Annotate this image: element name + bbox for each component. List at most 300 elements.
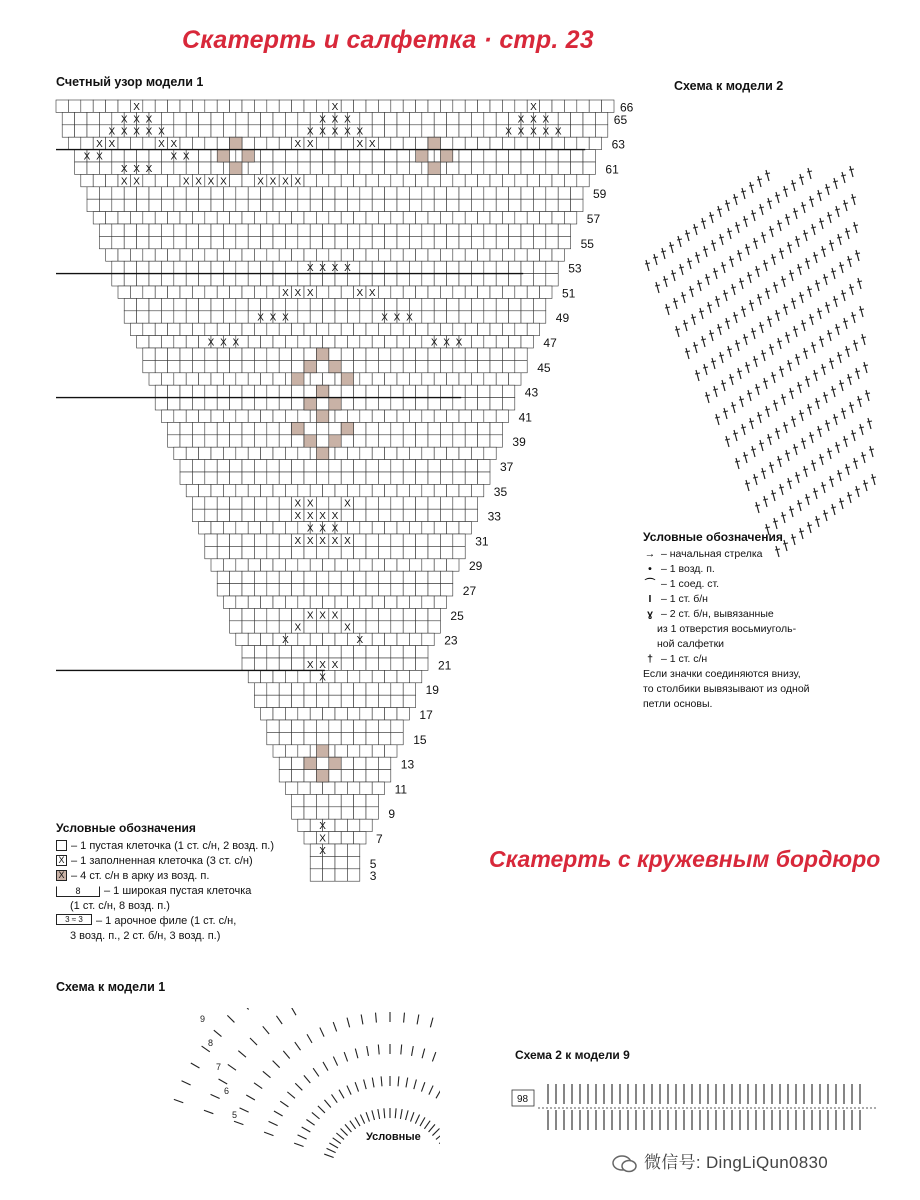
grid-cell xyxy=(372,596,384,608)
grid-cell xyxy=(186,125,198,137)
grid-cell xyxy=(254,621,266,633)
grid-cell xyxy=(347,311,359,323)
grid-cell xyxy=(236,311,248,323)
grid-cell xyxy=(372,112,384,124)
grid-cell xyxy=(217,509,229,521)
grid-cell xyxy=(261,187,273,199)
grid-cell xyxy=(434,410,446,422)
grid-cell xyxy=(223,224,235,236)
stitch-mark xyxy=(429,1086,433,1095)
grid-cell xyxy=(180,249,192,261)
stitch-mark xyxy=(800,410,803,421)
grid-cell xyxy=(428,621,440,633)
grid-cell xyxy=(397,410,409,422)
grid-cell xyxy=(385,447,397,459)
grid-cell xyxy=(354,385,366,397)
stitch-mark xyxy=(796,472,799,483)
grid-cell xyxy=(533,261,545,273)
row-number: 23 xyxy=(444,633,458,648)
stitch-bar xyxy=(681,295,686,296)
grid-cell xyxy=(502,385,514,397)
grid-cell xyxy=(496,162,508,174)
legend2-note: Если значки соединяются внизу, xyxy=(643,668,801,680)
stitch-bar xyxy=(817,311,822,312)
grid-cell xyxy=(484,236,496,248)
stitch-mark xyxy=(662,248,665,259)
grid-cell xyxy=(285,522,297,534)
grid-cell xyxy=(230,534,242,546)
grid-cell xyxy=(304,323,316,335)
grid-cell xyxy=(230,398,242,410)
grid-cell xyxy=(478,249,490,261)
grid-cell xyxy=(372,559,384,571)
stitch-bar xyxy=(763,381,768,382)
grid-cell xyxy=(236,522,248,534)
grid-cell xyxy=(130,249,142,261)
grid-cell xyxy=(409,336,421,348)
x-mark: X xyxy=(207,176,215,188)
grid-cell xyxy=(428,534,440,546)
x-mark: X xyxy=(331,114,339,126)
grid-cell xyxy=(298,236,310,248)
grid-cell xyxy=(223,187,235,199)
grid-cell xyxy=(397,298,409,310)
grid-cell xyxy=(304,720,316,732)
grid-cell xyxy=(298,596,310,608)
stitch-bar xyxy=(863,483,868,484)
grid-cell xyxy=(304,212,316,224)
grid-cell xyxy=(391,348,403,360)
grid-cell xyxy=(230,509,242,521)
grid-cell xyxy=(496,199,508,211)
stitch-bar xyxy=(851,197,856,198)
stitch-mark xyxy=(415,1115,419,1124)
shaded-cell xyxy=(329,435,341,447)
stitch-mark xyxy=(726,200,729,211)
grid-cell xyxy=(217,546,229,558)
grid-cell xyxy=(161,336,173,348)
stitch-mark xyxy=(832,504,835,515)
shaded-cell xyxy=(304,757,316,769)
stitch-mark xyxy=(788,242,791,253)
grid-cell xyxy=(447,187,459,199)
stitch-mark xyxy=(734,312,737,323)
grid-cell xyxy=(335,559,347,571)
grid-cell xyxy=(459,199,471,211)
grid-cell xyxy=(471,187,483,199)
grid-cell xyxy=(521,162,533,174)
row-number: 7 xyxy=(376,832,383,846)
x-mark: X xyxy=(257,312,264,324)
row-number: 63 xyxy=(611,137,625,152)
stitch-mark xyxy=(323,1062,328,1071)
grid-cell xyxy=(354,460,366,472)
grid-cell xyxy=(205,497,217,509)
grid-cell xyxy=(354,794,366,806)
grid-cell xyxy=(366,794,378,806)
grid-cell xyxy=(236,261,248,273)
stitch-mark xyxy=(728,346,731,357)
grid-cell xyxy=(292,212,304,224)
stitch-bar xyxy=(693,227,698,228)
grid-cell xyxy=(242,422,254,434)
scheme2-stitches xyxy=(645,166,876,557)
legend1-item-filled xyxy=(56,854,274,869)
grid-cell xyxy=(428,174,440,186)
stitch-mark xyxy=(710,330,713,341)
grid-cell xyxy=(453,100,465,112)
grid-cell xyxy=(509,311,521,323)
grid-cell xyxy=(230,608,242,620)
grid-cell xyxy=(329,546,341,558)
stitch-bar xyxy=(793,329,798,330)
grid-cell xyxy=(149,373,161,385)
grid-cell xyxy=(199,447,211,459)
grid-cell xyxy=(217,460,229,472)
stitch-mark xyxy=(854,340,857,351)
row-number: 65 xyxy=(613,112,628,127)
stitch-bar xyxy=(839,383,844,384)
grid-cell xyxy=(385,708,397,720)
grid-cell xyxy=(533,187,545,199)
grid-cell xyxy=(496,224,508,236)
grid-cell xyxy=(490,100,502,112)
shaded-cell xyxy=(316,770,328,782)
grid-cell xyxy=(341,770,353,782)
grid-cell xyxy=(360,199,372,211)
stitch-mark xyxy=(752,328,755,339)
grid-cell xyxy=(440,546,452,558)
grid-cell xyxy=(267,212,279,224)
stitch-bar xyxy=(653,257,658,258)
stitch-mark xyxy=(782,512,785,523)
stitch-mark xyxy=(722,262,725,273)
grid-cell xyxy=(354,757,366,769)
stitch-mark xyxy=(766,288,769,299)
grid-cell xyxy=(192,100,204,112)
grid-cell xyxy=(316,683,328,695)
grid-cell xyxy=(230,571,242,583)
stitch-bar xyxy=(729,377,734,378)
grid-cell xyxy=(168,348,180,360)
grid-cell xyxy=(329,249,341,261)
grid-cell xyxy=(279,137,291,149)
stitch-mark xyxy=(804,466,807,477)
grid-cell xyxy=(459,484,471,496)
grid-cell xyxy=(211,559,223,571)
grid-cell xyxy=(354,584,366,596)
stitch-mark xyxy=(678,236,681,247)
stitch-mark xyxy=(313,1068,319,1076)
legend2-item xyxy=(643,547,843,562)
stitch-bar xyxy=(823,513,828,514)
grid-cell xyxy=(447,373,459,385)
stitch-bar xyxy=(735,225,740,226)
stitch-mark xyxy=(772,490,775,501)
grid-cell xyxy=(254,323,266,335)
grid-cell xyxy=(397,261,409,273)
grid-cell xyxy=(366,360,378,372)
shaded-cell xyxy=(316,348,328,360)
grid-cell xyxy=(186,187,198,199)
grid-cell xyxy=(168,422,180,434)
grid-cell xyxy=(310,484,322,496)
x-mark: X xyxy=(96,151,103,163)
grid-cell xyxy=(87,162,99,174)
grid-cell xyxy=(490,422,502,434)
grid-cell xyxy=(434,112,446,124)
grid-cell xyxy=(366,509,378,521)
stitch-mark xyxy=(355,1117,360,1126)
stitch-bar xyxy=(759,443,764,444)
grid-cell xyxy=(564,174,576,186)
grid-cell xyxy=(558,162,570,174)
grid-cell xyxy=(230,546,242,558)
stitch-bar xyxy=(719,355,724,356)
grid-cell xyxy=(230,435,242,447)
stitch-mark xyxy=(832,268,835,279)
stitch-mark xyxy=(762,468,765,479)
grid-cell xyxy=(304,385,316,397)
grid-cell xyxy=(335,224,347,236)
stitch-bar xyxy=(763,263,768,264)
x-mark: X xyxy=(294,176,302,188)
stitch-mark xyxy=(294,1143,303,1146)
grid-cell xyxy=(149,236,161,248)
grid-cell xyxy=(93,100,105,112)
grid-cell xyxy=(440,249,452,261)
x-mark: X xyxy=(306,263,314,275)
grid-cell xyxy=(478,472,490,484)
stitch-bar xyxy=(757,297,762,298)
legend1-item-arch xyxy=(56,914,274,929)
stitch-mark xyxy=(844,436,847,447)
grid-cell xyxy=(298,112,310,124)
stitch-mark xyxy=(320,1028,324,1037)
stitch-mark xyxy=(858,396,861,407)
grid-cell xyxy=(279,571,291,583)
grid-cell xyxy=(372,224,384,236)
stitch-mark xyxy=(786,332,789,343)
grid-cell xyxy=(285,199,297,211)
grid-cell xyxy=(347,819,359,831)
grid-cell xyxy=(242,571,254,583)
x-mark: X xyxy=(344,114,351,126)
grid-cell xyxy=(230,497,242,509)
stitch-mark xyxy=(844,318,847,329)
grid-cell xyxy=(360,236,372,248)
stitch-mark xyxy=(818,426,821,437)
stitch-bar xyxy=(695,255,700,256)
stitch-bar xyxy=(761,471,766,472)
stitch-mark xyxy=(796,236,799,247)
grid-cell xyxy=(347,559,359,571)
grid-cell xyxy=(68,100,80,112)
stitch-mark xyxy=(398,1076,399,1086)
grid-cell xyxy=(304,807,316,819)
stitch-mark xyxy=(329,1143,338,1148)
stitch-mark xyxy=(820,336,823,347)
stitch-bar xyxy=(727,349,732,350)
grid-cell xyxy=(409,596,421,608)
grid-cell xyxy=(273,261,285,273)
grid-cell xyxy=(261,125,273,137)
legend1-item-empty xyxy=(56,839,274,854)
grid-cell xyxy=(372,199,384,211)
grid-cell xyxy=(416,422,428,434)
grid-cell xyxy=(316,323,328,335)
grid-cell xyxy=(267,422,279,434)
stitch-mark xyxy=(838,234,841,245)
grid-cell xyxy=(391,286,403,298)
grid-cell xyxy=(533,150,545,162)
grid-cell xyxy=(440,286,452,298)
grid-cell xyxy=(254,534,266,546)
grid-cell xyxy=(242,398,254,410)
row-number: 66 xyxy=(620,100,634,115)
grid-cell xyxy=(502,348,514,360)
grid-cell xyxy=(428,286,440,298)
grid-cell xyxy=(391,732,403,744)
grid-cell xyxy=(341,249,353,261)
grid-cell xyxy=(434,311,446,323)
x-mark: X xyxy=(306,511,314,523)
stitch-mark xyxy=(814,252,817,263)
stitch-mark xyxy=(834,296,837,307)
grid-cell xyxy=(285,336,297,348)
grid-cell xyxy=(143,360,155,372)
grid-cell xyxy=(453,460,465,472)
grid-cell xyxy=(397,559,409,571)
stitch-mark xyxy=(840,262,843,273)
grid-cell xyxy=(403,621,415,633)
grid-cell xyxy=(329,794,341,806)
grid-cell xyxy=(161,112,173,124)
stitch-mark xyxy=(726,318,729,329)
grid-cell xyxy=(137,187,149,199)
grid-cell xyxy=(316,212,328,224)
grid-cell xyxy=(298,633,310,645)
stitch-mark xyxy=(295,1042,301,1050)
stitch-bar xyxy=(785,453,790,454)
grid-cell xyxy=(403,658,415,670)
x-mark: X xyxy=(207,337,215,349)
grid-cell xyxy=(341,472,353,484)
grid-cell xyxy=(248,199,260,211)
grid-cell xyxy=(137,274,149,286)
grid-cell xyxy=(484,224,496,236)
grid-cell xyxy=(416,571,428,583)
grid-cell xyxy=(397,670,409,682)
grid-cell xyxy=(453,497,465,509)
grid-cell xyxy=(484,274,496,286)
x-mark: X xyxy=(319,833,326,845)
grid-cell xyxy=(397,484,409,496)
grid-cell xyxy=(267,732,279,744)
stitch-bar xyxy=(693,345,698,346)
stitch-mark xyxy=(844,200,847,211)
x-mark: X xyxy=(517,126,525,138)
stitch-bar xyxy=(783,307,788,308)
stitch-mark xyxy=(742,424,745,435)
grid-cell xyxy=(192,497,204,509)
grid-cell xyxy=(527,212,539,224)
grid-cell xyxy=(440,174,452,186)
shaded-cell xyxy=(316,745,328,757)
stitch-mark xyxy=(228,1064,236,1070)
stitch-mark xyxy=(806,376,809,387)
grid-cell xyxy=(267,323,279,335)
grid-cell xyxy=(354,646,366,658)
grid-cell xyxy=(347,484,359,496)
stitch-mark xyxy=(744,216,747,227)
stitch-bar xyxy=(713,389,718,390)
grid-cell xyxy=(391,658,403,670)
stitch-mark xyxy=(746,244,749,255)
stitch-bar xyxy=(787,481,792,482)
grid-cell xyxy=(192,137,204,149)
grid-cell xyxy=(248,336,260,348)
stitch-mark xyxy=(714,268,717,279)
stitch-bar xyxy=(703,249,708,250)
grid-cell xyxy=(254,460,266,472)
grid-cell xyxy=(509,150,521,162)
grid-cell xyxy=(292,348,304,360)
grid-cell xyxy=(248,596,260,608)
grid-cell xyxy=(273,522,285,534)
grid-cell xyxy=(533,298,545,310)
grid-cell xyxy=(112,236,124,248)
grid-cell xyxy=(428,546,440,558)
stitch-mark xyxy=(706,392,709,403)
stitch-bar xyxy=(725,321,730,322)
grid-cell xyxy=(465,100,477,112)
stitch-bar xyxy=(745,247,750,248)
grid-cell xyxy=(378,732,390,744)
stitch-mark xyxy=(690,286,693,297)
grid-cell xyxy=(192,286,204,298)
x-mark: X xyxy=(120,114,128,126)
stitch-mark xyxy=(238,1051,246,1057)
grid-cell xyxy=(571,162,583,174)
grid-cell xyxy=(360,782,372,794)
grid-cell xyxy=(509,236,521,248)
grid-cell xyxy=(360,311,372,323)
grid-cell xyxy=(192,422,204,434)
stitch-bar xyxy=(771,375,776,376)
grid-cell xyxy=(180,212,192,224)
grid-cell xyxy=(391,695,403,707)
grid-cell xyxy=(416,100,428,112)
grid-cell xyxy=(416,398,428,410)
grid-cell xyxy=(261,150,273,162)
stitch-mark xyxy=(412,1046,414,1056)
grid-cell xyxy=(267,249,279,261)
grid-cell xyxy=(323,869,335,881)
grid-cell xyxy=(130,137,142,149)
grid-cell xyxy=(285,447,297,459)
x-mark: X xyxy=(319,821,326,833)
grid-cell xyxy=(192,398,204,410)
grid-cell xyxy=(323,274,335,286)
legend2-item xyxy=(643,577,843,592)
stitch-mark xyxy=(754,238,757,249)
stitch-mark xyxy=(740,396,743,407)
grid-cell xyxy=(118,137,130,149)
shaded-cell xyxy=(230,137,242,149)
stitch-mark xyxy=(324,1100,330,1108)
grid-cell xyxy=(186,261,198,273)
